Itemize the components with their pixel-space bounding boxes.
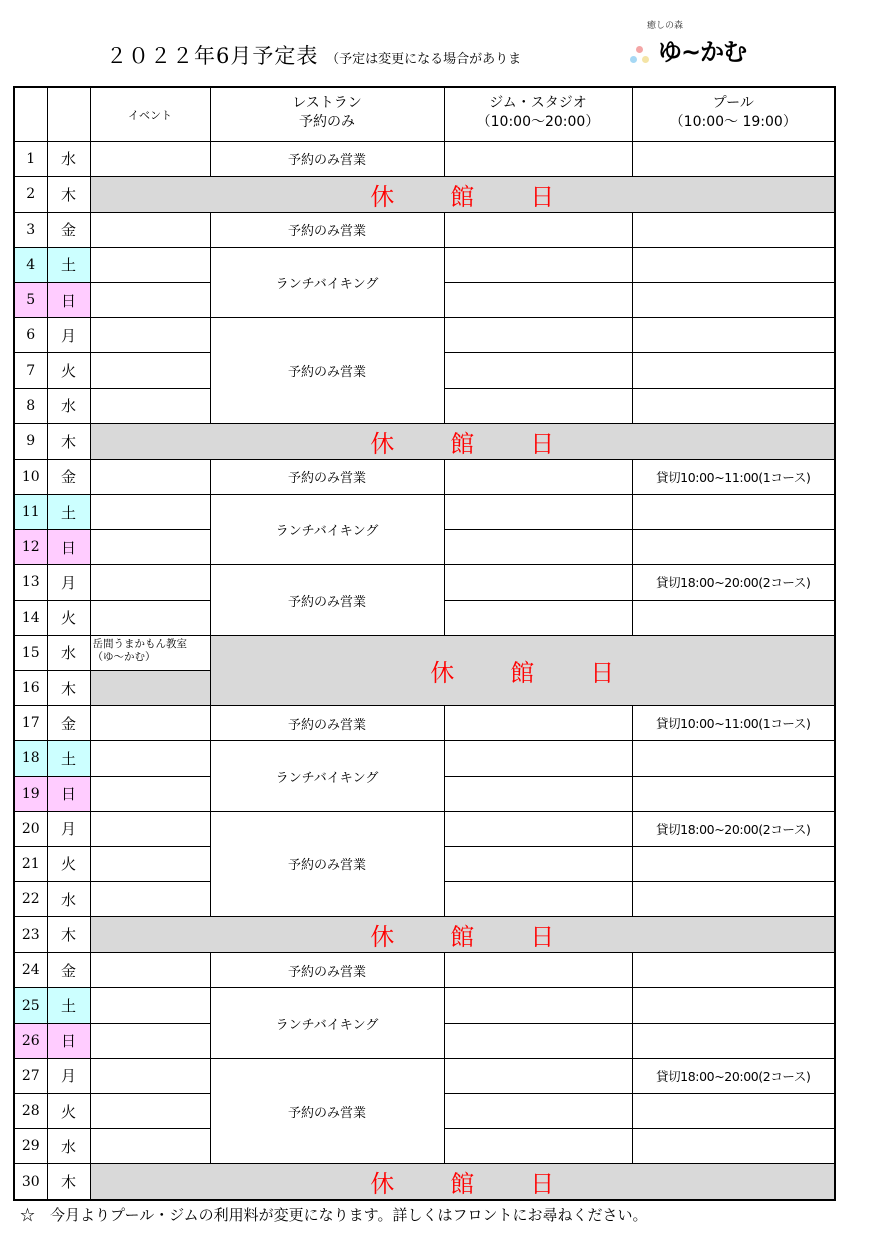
closed-day: 休 館 日 xyxy=(90,423,835,459)
table-cell xyxy=(90,247,210,282)
restaurant-cell: 予約のみ営業 xyxy=(210,565,444,635)
table-cell xyxy=(90,1023,210,1058)
day-number: 30 xyxy=(14,1164,47,1201)
table-cell xyxy=(90,388,210,423)
day-of-week: 木 xyxy=(47,1164,90,1201)
table-cell xyxy=(444,953,632,988)
day-row xyxy=(14,495,835,530)
day-row xyxy=(14,247,835,282)
table-cell xyxy=(444,741,632,776)
day-row xyxy=(14,459,835,494)
day-row xyxy=(14,917,835,953)
day-row xyxy=(14,212,835,247)
day-row xyxy=(14,176,835,212)
day-of-week: 水 xyxy=(47,635,90,670)
day-of-week: 土 xyxy=(47,247,90,282)
table-cell xyxy=(90,495,210,530)
day-of-week: 日 xyxy=(47,530,90,565)
day-of-week: 水 xyxy=(47,141,90,176)
day-of-week: 水 xyxy=(47,882,90,917)
day-number: 4 xyxy=(14,247,47,282)
table-cell xyxy=(90,846,210,881)
table-cell xyxy=(632,776,835,811)
restaurant-cell: 予約のみ営業 xyxy=(210,141,444,176)
table-cell xyxy=(90,811,210,846)
day-of-week: 金 xyxy=(47,706,90,741)
day-of-week: 火 xyxy=(47,600,90,635)
day-row xyxy=(14,741,835,776)
logo-small-text: 癒しの森 xyxy=(647,21,684,31)
restaurant-cell: ランチバイキング xyxy=(210,247,444,317)
day-number: 21 xyxy=(14,846,47,881)
table-cell xyxy=(90,530,210,565)
table-cell xyxy=(90,670,210,705)
day-of-week: 土 xyxy=(47,741,90,776)
table-cell xyxy=(90,459,210,494)
day-row xyxy=(14,423,835,459)
logo-dot-icon xyxy=(642,56,649,63)
table-cell xyxy=(90,600,210,635)
day-of-week: 水 xyxy=(47,1129,90,1164)
table-cell xyxy=(632,988,835,1023)
day-number: 6 xyxy=(14,318,47,353)
day-row xyxy=(14,706,835,741)
day-number: 2 xyxy=(14,176,47,212)
schedule-table xyxy=(13,86,836,1201)
restaurant-cell: ランチバイキング xyxy=(210,741,444,811)
day-of-week: 金 xyxy=(47,212,90,247)
table-cell xyxy=(444,811,632,846)
table-cell xyxy=(444,459,632,494)
header-gym: ジム・スタジオ （10:00〜20:00） xyxy=(444,87,632,141)
table-cell xyxy=(632,353,835,388)
table-cell xyxy=(632,141,835,176)
day-row xyxy=(14,565,835,600)
table-cell xyxy=(444,388,632,423)
day-number: 12 xyxy=(14,530,47,565)
table-cell xyxy=(632,1094,835,1129)
table-cell xyxy=(444,141,632,176)
table-cell xyxy=(90,953,210,988)
table-cell xyxy=(90,1058,210,1093)
day-of-week: 月 xyxy=(47,318,90,353)
table-cell xyxy=(444,495,632,530)
day-of-week: 火 xyxy=(47,846,90,881)
table-cell xyxy=(632,1023,835,1058)
closed-day: 休 館 日 xyxy=(210,635,835,705)
table-cell xyxy=(444,882,632,917)
table-cell xyxy=(90,283,210,318)
day-of-week: 木 xyxy=(47,670,90,705)
table-cell xyxy=(444,988,632,1023)
day-number: 29 xyxy=(14,1129,47,1164)
day-of-week: 火 xyxy=(47,353,90,388)
table-cell xyxy=(632,530,835,565)
day-of-week: 日 xyxy=(47,283,90,318)
table-cell xyxy=(90,318,210,353)
header-event: イベント xyxy=(90,87,210,141)
day-of-week: 火 xyxy=(47,1094,90,1129)
table-cell xyxy=(90,988,210,1023)
header-row xyxy=(14,87,835,141)
table-cell xyxy=(444,247,632,282)
day-row xyxy=(14,318,835,353)
table-cell xyxy=(90,141,210,176)
day-number: 23 xyxy=(14,917,47,953)
day-of-week: 土 xyxy=(47,988,90,1023)
table-cell xyxy=(444,1129,632,1164)
logo xyxy=(630,18,750,70)
day-number: 11 xyxy=(14,495,47,530)
day-of-week: 月 xyxy=(47,1058,90,1093)
day-number: 1 xyxy=(14,141,47,176)
day-of-week: 金 xyxy=(47,459,90,494)
table-cell xyxy=(632,388,835,423)
restaurant-cell: 予約のみ営業 xyxy=(210,459,444,494)
pool-cell: 貸切18:00~20:00(2コース) xyxy=(632,1058,835,1093)
restaurant-cell: ランチバイキング xyxy=(210,988,444,1058)
table-cell xyxy=(632,741,835,776)
day-row xyxy=(14,988,835,1023)
table-cell xyxy=(444,1094,632,1129)
table-cell xyxy=(444,1058,632,1093)
pool-cell: 貸切10:00~11:00(1コース) xyxy=(632,459,835,494)
pool-cell: 貸切18:00~20:00(2コース) xyxy=(632,811,835,846)
day-of-week: 日 xyxy=(47,1023,90,1058)
day-of-week: 土 xyxy=(47,495,90,530)
page-title: ２０２２年6月予定表 （予定は変更になる場合がありま xyxy=(106,44,522,68)
day-number: 13 xyxy=(14,565,47,600)
day-of-week: 木 xyxy=(47,423,90,459)
table-cell xyxy=(90,1129,210,1164)
day-number: 25 xyxy=(14,988,47,1023)
table-cell xyxy=(444,776,632,811)
day-number: 17 xyxy=(14,706,47,741)
logo-dot-icon xyxy=(636,46,643,53)
restaurant-cell: 予約のみ営業 xyxy=(210,811,444,917)
table-cell xyxy=(444,1023,632,1058)
day-number: 27 xyxy=(14,1058,47,1093)
table-cell xyxy=(632,882,835,917)
day-number: 5 xyxy=(14,283,47,318)
restaurant-cell: 予約のみ営業 xyxy=(210,1058,444,1164)
table-cell xyxy=(90,776,210,811)
day-of-week: 金 xyxy=(47,953,90,988)
logo-text: ゆ~かむ xyxy=(658,38,747,66)
day-number: 7 xyxy=(14,353,47,388)
day-number: 14 xyxy=(14,600,47,635)
restaurant-cell: 予約のみ営業 xyxy=(210,706,444,741)
page-subtitle: （予定は変更になる場合がありま xyxy=(326,52,522,67)
closed-day: 休 館 日 xyxy=(90,917,835,953)
closed-day: 休 館 日 xyxy=(90,1164,835,1201)
day-of-week: 月 xyxy=(47,565,90,600)
pool-cell: 貸切18:00~20:00(2コース) xyxy=(632,565,835,600)
day-of-week: 木 xyxy=(47,176,90,212)
day-row xyxy=(14,811,835,846)
day-of-week: 日 xyxy=(47,776,90,811)
table-cell xyxy=(444,212,632,247)
day-row xyxy=(14,1164,835,1201)
table-cell xyxy=(90,212,210,247)
table-cell xyxy=(90,741,210,776)
restaurant-cell: 予約のみ営業 xyxy=(210,953,444,988)
logo-dot-icon xyxy=(630,56,637,63)
restaurant-cell: 予約のみ営業 xyxy=(210,212,444,247)
event-cell: 岳間うまかもん教室 （ゆ〜かむ） xyxy=(90,635,210,670)
table-cell xyxy=(90,882,210,917)
day-number: 24 xyxy=(14,953,47,988)
table-cell xyxy=(444,565,632,600)
restaurant-cell: 予約のみ営業 xyxy=(210,318,444,424)
table-cell xyxy=(444,318,632,353)
day-number: 26 xyxy=(14,1023,47,1058)
table-cell xyxy=(632,283,835,318)
table-cell xyxy=(444,530,632,565)
day-number: 15 xyxy=(14,635,47,670)
footer-note: ☆ 今月よりプール・ジムの利用料が変更になります。詳しくはフロントにお尋ねください。 xyxy=(20,1206,648,1224)
table-cell xyxy=(444,600,632,635)
table-cell xyxy=(632,846,835,881)
day-number: 16 xyxy=(14,670,47,705)
day-row xyxy=(14,635,835,670)
header-restaurant: レストラン 予約のみ xyxy=(210,87,444,141)
day-number: 18 xyxy=(14,741,47,776)
day-of-week: 木 xyxy=(47,917,90,953)
table-cell xyxy=(632,318,835,353)
day-row xyxy=(14,953,835,988)
day-number: 22 xyxy=(14,882,47,917)
table-cell xyxy=(90,1094,210,1129)
day-number: 20 xyxy=(14,811,47,846)
table-cell xyxy=(632,600,835,635)
table-cell xyxy=(444,846,632,881)
table-cell xyxy=(632,212,835,247)
table-cell xyxy=(632,247,835,282)
day-number: 19 xyxy=(14,776,47,811)
day-of-week: 水 xyxy=(47,388,90,423)
day-number: 28 xyxy=(14,1094,47,1129)
table-cell xyxy=(90,353,210,388)
day-number: 10 xyxy=(14,459,47,494)
table-cell xyxy=(632,495,835,530)
day-number: 8 xyxy=(14,388,47,423)
header-pool: プール （10:00〜 19:00） xyxy=(632,87,835,141)
closed-day: 休 館 日 xyxy=(90,176,835,212)
pool-cell: 貸切10:00~11:00(1コース) xyxy=(632,706,835,741)
day-number: 3 xyxy=(14,212,47,247)
table-cell xyxy=(90,565,210,600)
day-row xyxy=(14,1058,835,1093)
day-number: 9 xyxy=(14,423,47,459)
table-cell xyxy=(444,353,632,388)
restaurant-cell: ランチバイキング xyxy=(210,495,444,565)
table-cell xyxy=(632,953,835,988)
table-cell xyxy=(90,706,210,741)
table-cell xyxy=(444,283,632,318)
table-cell xyxy=(632,1129,835,1164)
day-of-week: 月 xyxy=(47,811,90,846)
table-cell xyxy=(444,706,632,741)
day-row xyxy=(14,141,835,176)
